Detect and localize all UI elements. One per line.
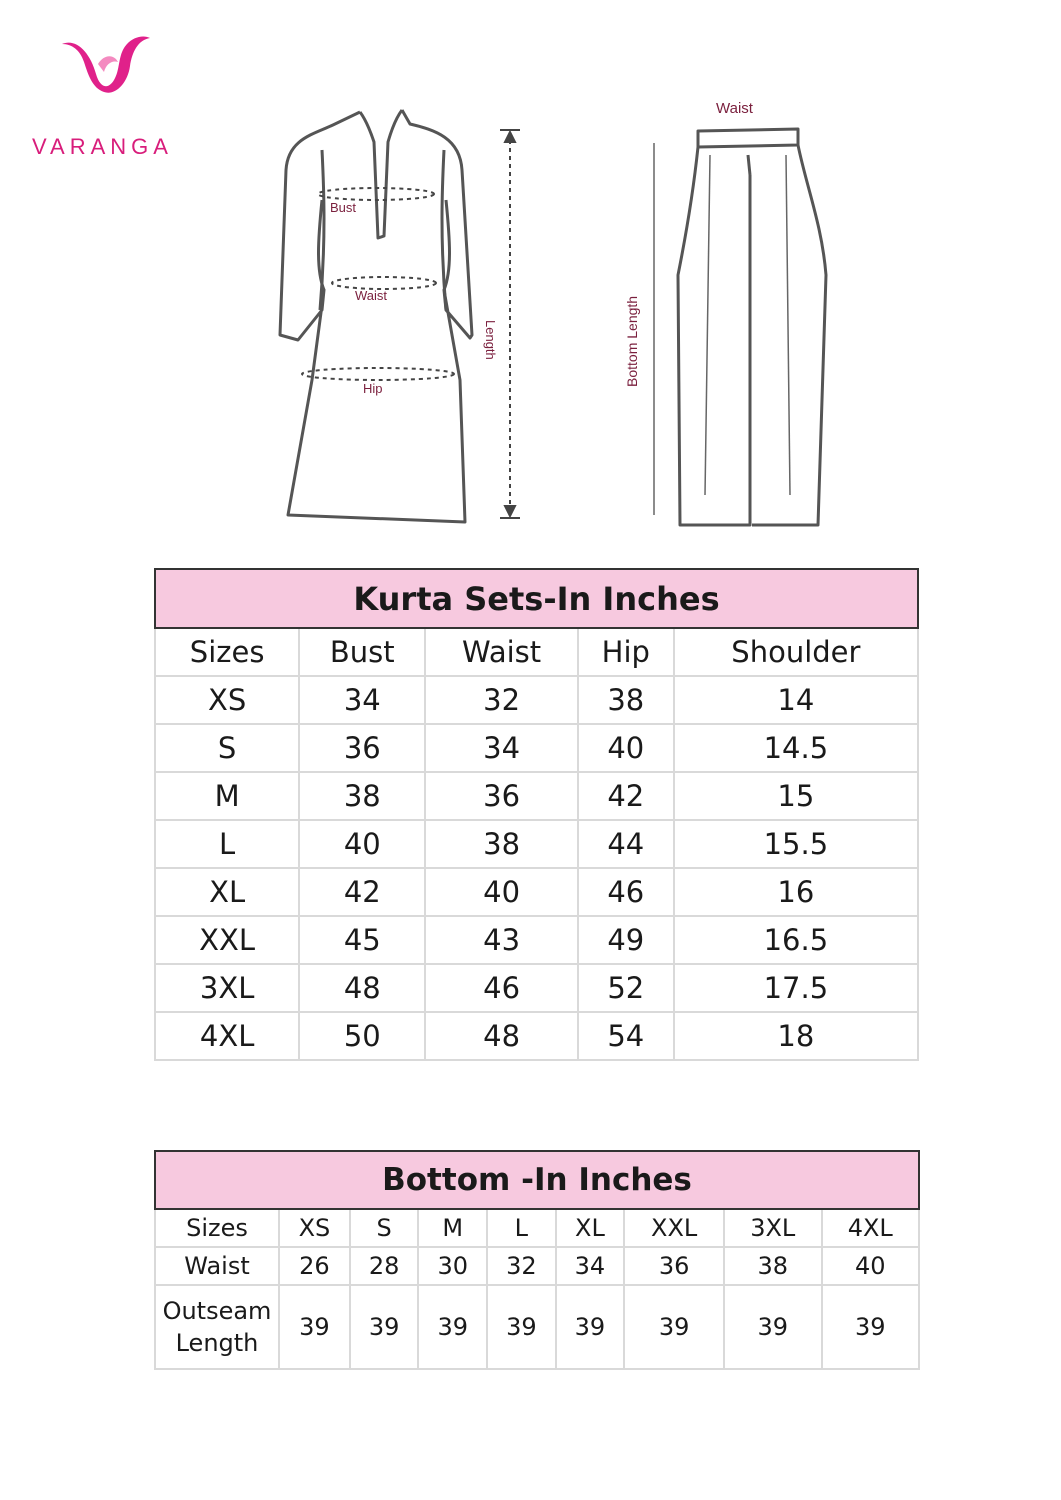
kurta-size-table [154,568,919,1061]
table-cell: S [350,1209,419,1247]
table-cell: XS [155,676,299,724]
table-cell: 36 [425,772,578,820]
table-cell: 36 [624,1247,724,1285]
bottom-table-body [155,1209,919,1369]
table-cell: M [155,772,299,820]
column-header: Shoulder [674,628,918,676]
length-label: Length [483,320,498,360]
table-cell: 39 [487,1285,556,1369]
table-cell: 52 [578,964,674,1012]
hip-label: Hip [363,381,383,396]
table-cell: 40 [299,820,425,868]
table-cell: 50 [299,1012,425,1060]
table-cell: 15 [674,772,918,820]
table-cell: 38 [299,772,425,820]
table-cell: 36 [299,724,425,772]
table-cell: 34 [556,1247,625,1285]
table-cell: 42 [299,868,425,916]
table-cell: 54 [578,1012,674,1060]
table-row [155,676,918,724]
bottom-table-title: Bottom -In Inches [155,1151,919,1209]
table-row [155,820,918,868]
table-row [155,724,918,772]
table-cell: L [487,1209,556,1247]
table-cell: 17.5 [674,964,918,1012]
bust-label: Bust [330,200,357,215]
table-row [155,868,918,916]
table-cell: 14.5 [674,724,918,772]
table-cell: 34 [425,724,578,772]
table-cell: S [155,724,299,772]
table-cell: 48 [299,964,425,1012]
column-header: Waist [425,628,578,676]
table-cell: XXL [155,916,299,964]
table-cell: 46 [578,868,674,916]
table-row [155,1209,919,1247]
outseam-label-line2: Length [175,1329,259,1357]
table-cell: XS [279,1209,350,1247]
column-header: Hip [578,628,674,676]
table-row [155,1285,919,1369]
table-cell: 18 [674,1012,918,1060]
table-cell: 40 [425,868,578,916]
table-cell: 39 [418,1285,487,1369]
table-cell: 39 [556,1285,625,1369]
table-cell: 38 [578,676,674,724]
table-cell: 46 [425,964,578,1012]
table-cell: 26 [279,1247,350,1285]
kurta-table-title: Kurta Sets-In Inches [155,569,918,628]
table-cell: 32 [425,676,578,724]
table-cell: 40 [578,724,674,772]
table-cell: 16.5 [674,916,918,964]
table-row [155,772,918,820]
table-cell: 48 [425,1012,578,1060]
table-cell: 39 [624,1285,724,1369]
pant-outline-icon [610,95,840,535]
table-cell: 39 [350,1285,419,1369]
column-header: Sizes [155,628,299,676]
table-cell: 49 [578,916,674,964]
waist-label: Waist [355,288,388,303]
table-cell: 44 [578,820,674,868]
varanga-swirl-icon [58,30,153,100]
row-label: Sizes [155,1209,279,1247]
table-cell: 45 [299,916,425,964]
bottom-length-label: Bottom Length [624,295,640,387]
table-cell: 39 [822,1285,920,1369]
table-cell: 40 [822,1247,920,1285]
table-cell: 4XL [155,1012,299,1060]
table-cell: 15.5 [674,820,918,868]
outseam-label-line1: Outseam [162,1297,272,1325]
table-cell: 42 [578,772,674,820]
table-cell: 39 [724,1285,821,1369]
bottom-size-table [154,1150,920,1370]
table-cell: 28 [350,1247,419,1285]
table-cell: 43 [425,916,578,964]
kurta-table-body [155,628,918,1060]
row-label [155,1285,279,1369]
table-cell: 3XL [724,1209,821,1247]
table-row [155,964,918,1012]
table-cell: XL [556,1209,625,1247]
table-cell: M [418,1209,487,1247]
table-cell: 39 [279,1285,350,1369]
table-cell: 38 [425,820,578,868]
table-header-row [155,628,918,676]
bottom-waist-label: Waist [716,100,753,117]
table-cell: 32 [487,1247,556,1285]
table-cell: 3XL [155,964,299,1012]
column-header: Bust [299,628,425,676]
bottom-diagram [610,95,840,535]
table-row [155,916,918,964]
table-cell: 14 [674,676,918,724]
table-cell: 30 [418,1247,487,1285]
table-cell: 4XL [822,1209,920,1247]
table-cell: 34 [299,676,425,724]
brand-name: VARANGA [32,134,173,159]
table-row [155,1247,919,1285]
table-cell: 38 [724,1247,821,1285]
table-cell: XXL [624,1209,724,1247]
brand-logo [28,30,188,159]
table-cell: XL [155,868,299,916]
row-label: Waist [155,1247,279,1285]
table-row [155,1012,918,1060]
table-cell: 16 [674,868,918,916]
table-cell: L [155,820,299,868]
